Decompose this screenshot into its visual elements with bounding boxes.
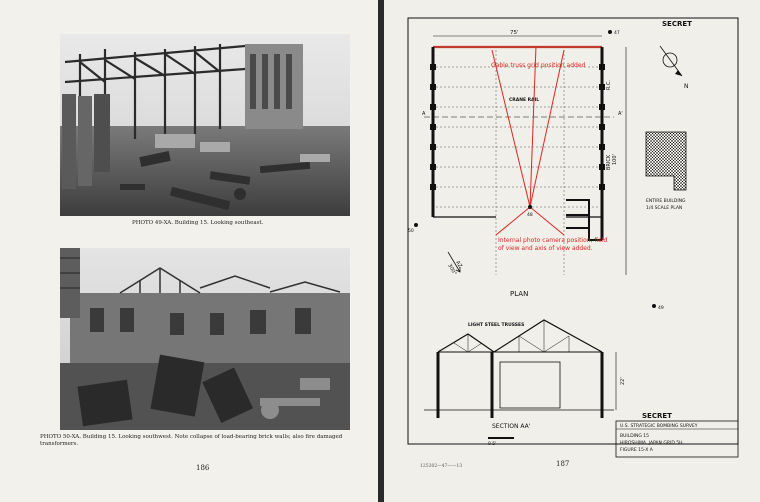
- left-page: [0, 0, 378, 502]
- photo-48-marker: [528, 205, 532, 209]
- title-line-4: FIGURE 15-X A: [620, 448, 653, 453]
- label-az-value: 300°: [446, 263, 458, 277]
- camera-field-of-view: [492, 46, 564, 235]
- key-plan: [646, 132, 686, 190]
- photo-50-marker: [414, 223, 418, 227]
- photo-50-xa-image: [60, 248, 350, 430]
- dimension-rc: R.C.: [606, 80, 612, 90]
- north-arrow-icon: [660, 46, 682, 76]
- label-scale-plan: 1/4 SCALE PLAN: [646, 206, 683, 211]
- photo-47-marker: [608, 30, 612, 34]
- label-crane-rail: CRANE RAIL: [509, 98, 540, 103]
- left-page-number: 186: [196, 464, 210, 472]
- label-photo-48: 48: [527, 213, 533, 218]
- label-photo-49: 49: [658, 306, 664, 311]
- annotation-gable-truss: Gable truss grid position added: [491, 62, 586, 69]
- label-section: SECTION AA': [492, 423, 531, 430]
- annotation-camera-wrap: [498, 237, 610, 269]
- scale-bar: [488, 437, 514, 439]
- photo-50-caption: PHOTO 50-XA. Building 15. Looking southwest. Note collapse of load-bearing brick walls; also fire damaged transformers.: [40, 434, 343, 447]
- secret-top: SECRET: [662, 20, 692, 28]
- photo-50-xa: [60, 248, 350, 430]
- label-photo-47: 47: [614, 31, 620, 36]
- dimension-height: 22': [620, 377, 626, 385]
- secret-bottom: SECRET: [642, 412, 672, 420]
- drawing-frame: [408, 18, 738, 444]
- label-photo-50: 50: [408, 229, 414, 234]
- label-light-steel-trusses: LIGHT STEEL TRUSSES: [468, 323, 525, 328]
- scale-bar-text: 0 5': [488, 442, 497, 447]
- label-brick: BRICK: [606, 154, 612, 170]
- title-line-2: BUILDING 15: [620, 434, 650, 439]
- annotation-camera: Internal photo camera position, field of view and axis of view added.: [498, 237, 608, 252]
- label-plan: PLAN: [510, 290, 529, 298]
- print-imprint: 125302—47——13: [420, 464, 463, 469]
- building-15-drawing: [384, 0, 760, 502]
- label-az: AZ: [454, 260, 463, 269]
- dimension-length: 100': [612, 154, 618, 165]
- dimension-width: 75': [510, 30, 519, 36]
- photo-49-marker: [652, 304, 656, 308]
- title-line-1: U.S. STRATEGIC BOMBING SURVEY: [620, 424, 698, 429]
- photo-49-xa-image: [60, 34, 350, 216]
- section-view: [424, 320, 616, 418]
- photo-49-xa: [60, 34, 350, 216]
- title-line-3: HIROSHIMA, JAPAN GRID 5H: [620, 441, 683, 446]
- right-page: [384, 0, 760, 502]
- right-page-number: 187: [556, 460, 570, 468]
- photo-49-caption: PHOTO 49-XA. Building 15. Looking southeast.: [132, 220, 264, 226]
- label-north: N: [684, 83, 689, 90]
- label-entire-building: ENTIRE BUILDING: [646, 199, 686, 204]
- label-a: A: [422, 111, 426, 117]
- label-a-prime: A': [618, 111, 623, 117]
